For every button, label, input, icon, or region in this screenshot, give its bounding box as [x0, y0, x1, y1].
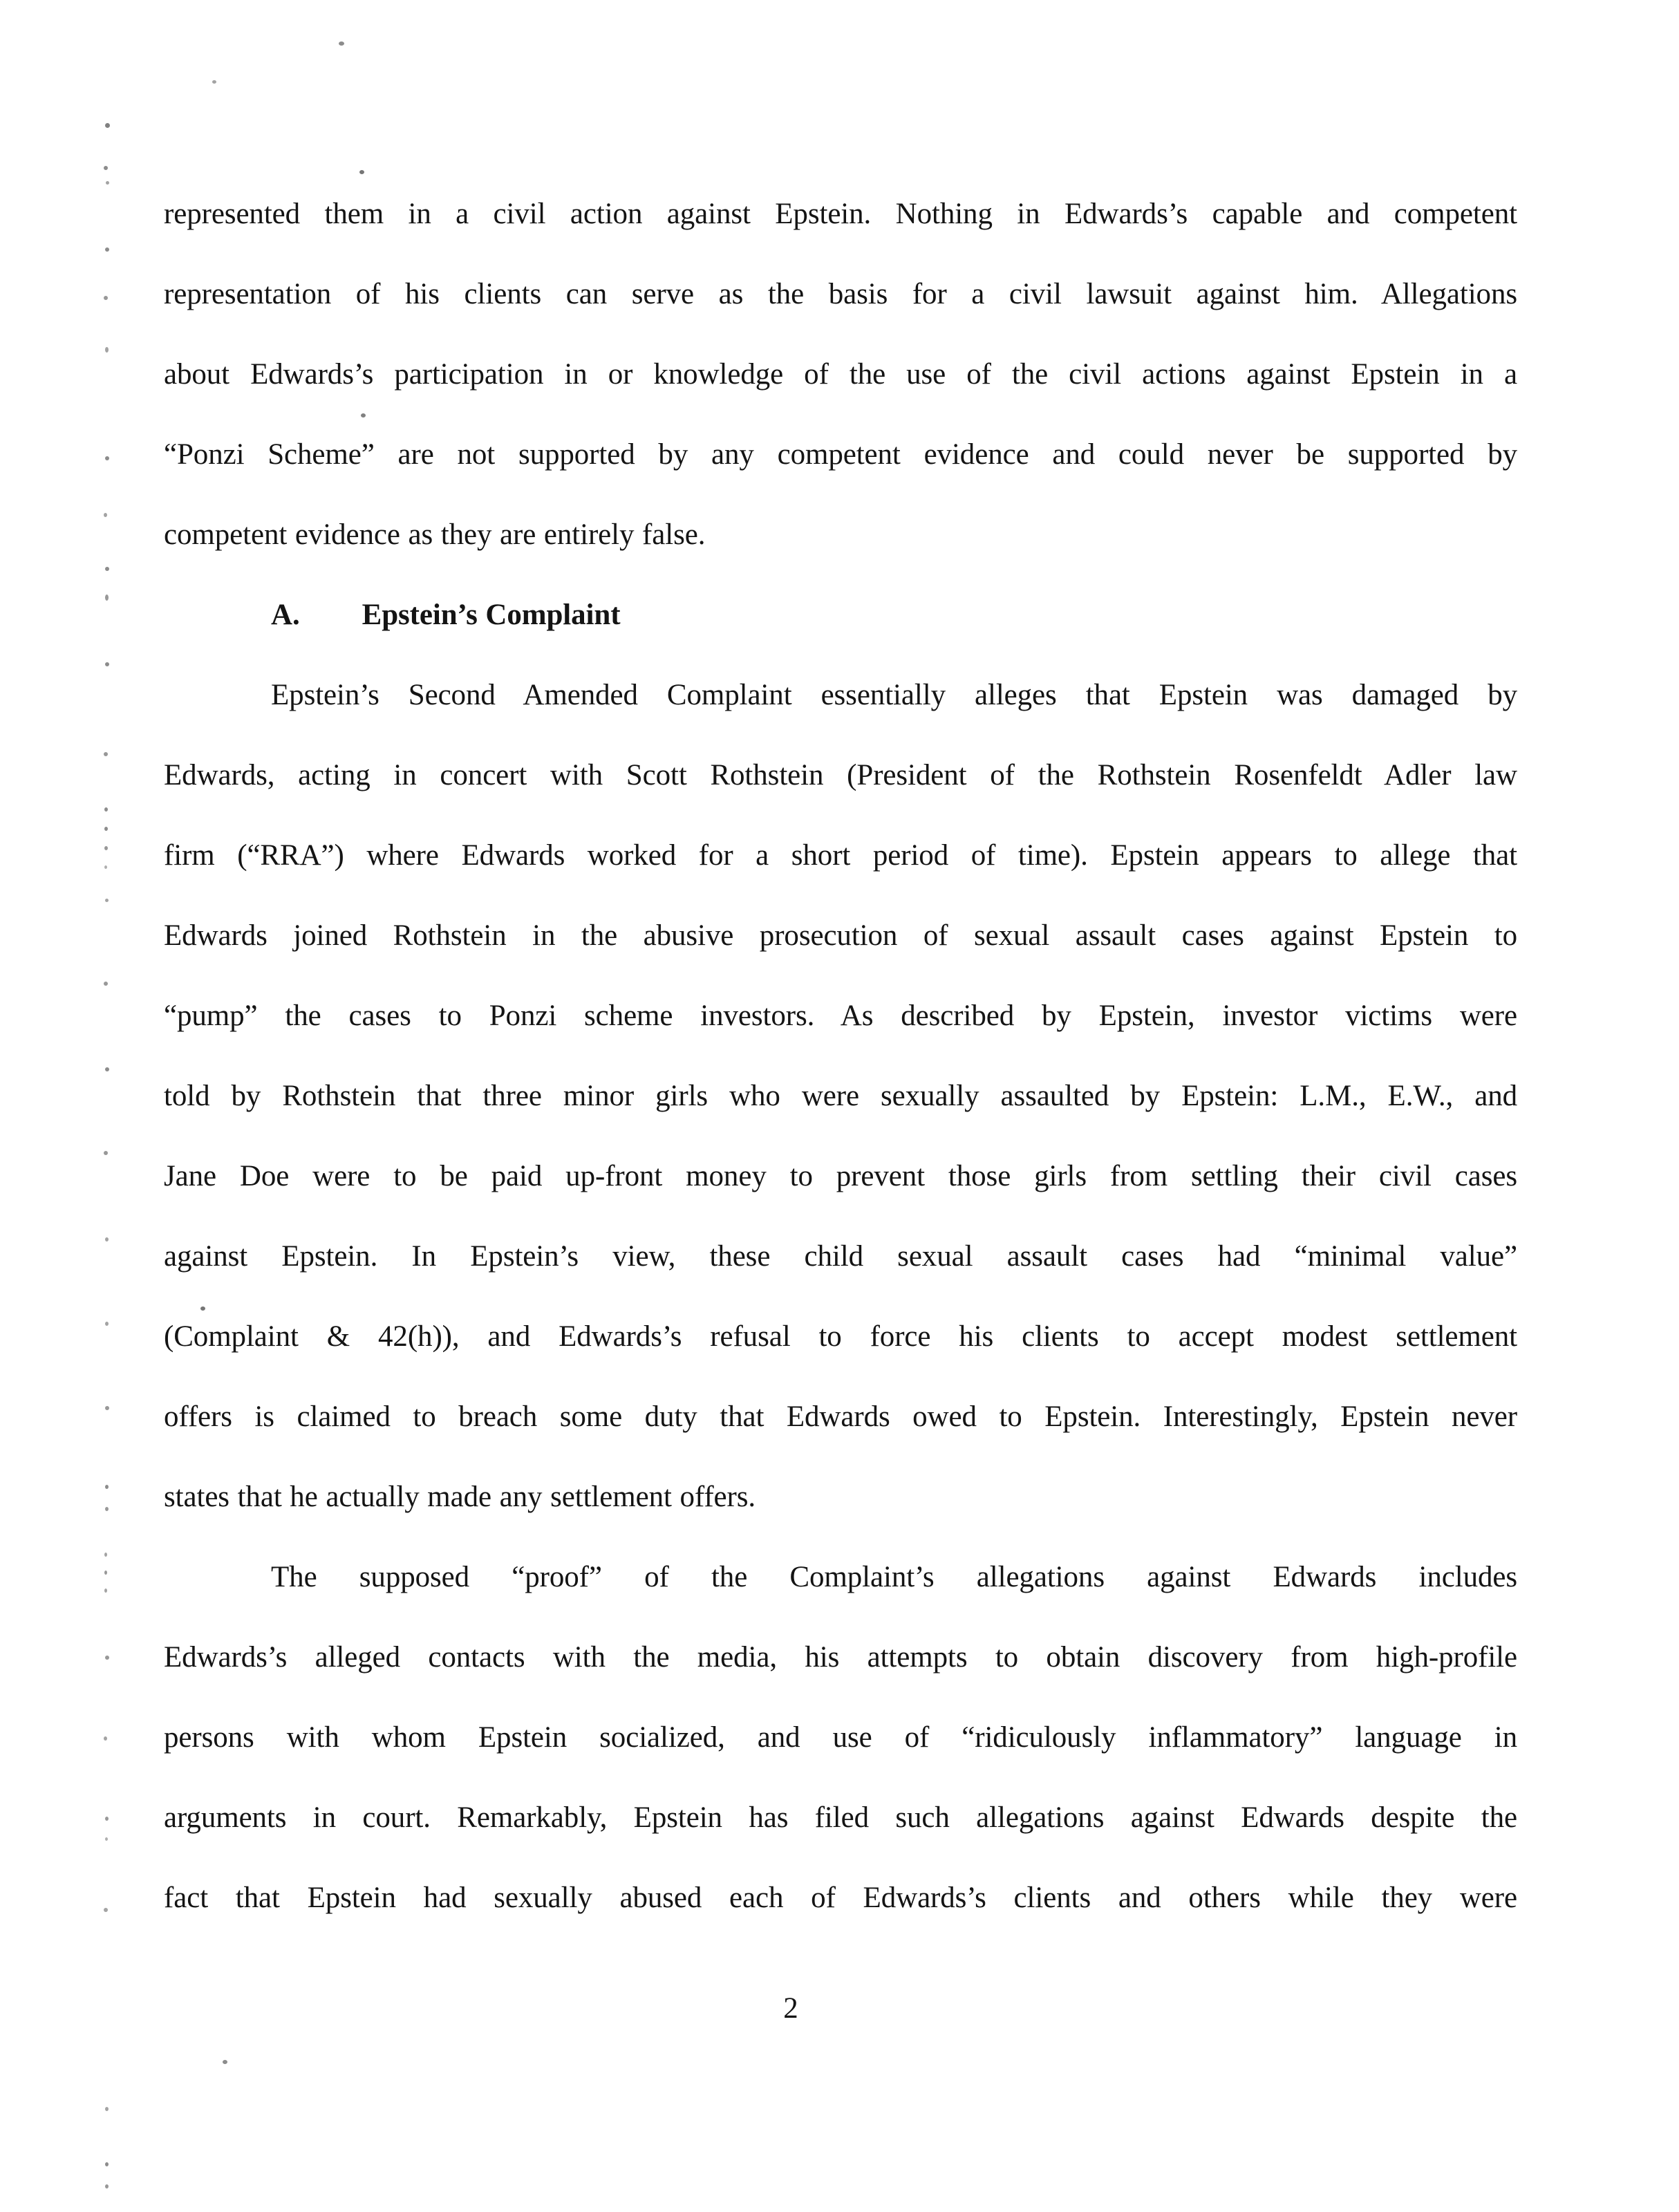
section-label: A.: [271, 599, 300, 631]
scan-noise-dot: [104, 1151, 108, 1155]
body-line: about Edwards’s participation in or knowledge of the use of the civil actions against Epstein in a: [164, 358, 1517, 391]
scan-noise-dot: [104, 752, 108, 756]
scan-noise-dot: [105, 567, 109, 571]
scan-noise-dot: [104, 166, 108, 170]
scan-noise-dot: [105, 1485, 109, 1489]
body-line: represented them in a civil action against Epstein. Nothing in Edwards’s capable and competent: [164, 198, 1517, 230]
scan-noise-dot: [104, 982, 108, 986]
scan-noise-dot: [104, 296, 108, 300]
scan-noise-dot: [105, 247, 109, 252]
body-line: Edwards, acting in concert with Scott Rothstein (President of the Rothstein Rosenfeldt Adler law: [164, 759, 1517, 791]
scan-noise-dot: [104, 1571, 107, 1575]
scan-noise-dot: [104, 827, 108, 831]
scan-noise-dot: [361, 413, 366, 418]
scan-noise-dot: [106, 181, 109, 185]
body-line: firm (“RRA”) where Edwards worked for a short period of time). Epstein appears to allege that: [164, 839, 1517, 872]
body-line: competent evidence as they are entirely false.: [164, 518, 706, 551]
body-line: against Epstein. In Epstein’s view, these child sexual assault cases had “minimal value”: [164, 1240, 1517, 1273]
body-line: Edwards joined Rothstein in the abusive prosecution of sexual assault cases against Epstein to: [164, 919, 1517, 952]
scan-noise-dot: [105, 2162, 109, 2166]
body-line: “Ponzi Scheme” are not supported by any competent evidence and could never be supported by: [164, 438, 1517, 471]
document-body: [164, 174, 1517, 1938]
scan-noise-dot: [104, 807, 108, 812]
scan-noise-dot: [105, 899, 109, 902]
page-number: 2: [783, 1992, 798, 2025]
body-line: told by Rothstein that three minor girls who were sexually assaulted by Epstein: L.M., E.W., and: [164, 1080, 1517, 1112]
body-line: (Complaint & 42(h)), and Edwards’s refusal to force his clients to accept modest settlement: [164, 1320, 1517, 1353]
section-heading: [164, 575, 1517, 655]
body-line: offers is claimed to breach some duty that Edwards owed to Epstein. Interestingly, Epstein never: [164, 1400, 1517, 1433]
scan-noise-dot: [104, 1553, 107, 1557]
scan-noise-dot: [200, 1306, 205, 1311]
body-line: The supposed “proof” of the Complaint’s allegations against Edwards includes: [271, 1561, 1517, 1593]
scan-noise-dot: [223, 2060, 227, 2064]
scan-noise-dot: [105, 456, 109, 460]
scan-noise-dot: [105, 1237, 109, 1241]
body-line: Edwards’s alleged contacts with the media, his attempts to obtain discovery from high-profile: [164, 1641, 1517, 1674]
scan-noise-dot: [104, 513, 107, 517]
scan-noise-dot: [105, 2107, 109, 2111]
scan-noise-dot: [105, 1656, 109, 1660]
scan-noise-dot: [212, 80, 216, 84]
scan-noise-dot: [339, 41, 344, 46]
body-line: fact that Epstein had sexually abused each of Edwards’s clients and others while they were: [164, 1882, 1517, 1914]
body-line: arguments in court. Remarkably, Epstein has filed such allegations against Edwards despite the: [164, 1801, 1517, 1834]
scan-noise-dot: [105, 2184, 109, 2188]
body-line: persons with whom Epstein socialized, and use of “ridiculously inflammatory” language in: [164, 1721, 1517, 1754]
scan-noise-dot: [105, 347, 109, 353]
scan-noise-dot: [105, 1322, 109, 1326]
scan-noise-dot: [104, 1588, 107, 1593]
scan-noise-dot: [104, 846, 108, 850]
body-line: “pump” the cases to Ponzi scheme investors. As described by Epstein, investor victims were: [164, 1000, 1517, 1032]
scan-noise-dot: [105, 123, 110, 128]
scan-noise-dot: [105, 1406, 109, 1410]
body-line: Jane Doe were to be paid up-front money to prevent those girls from settling their civil cases: [164, 1160, 1517, 1192]
scan-noise-dot: [105, 1067, 109, 1071]
scan-noise-dot: [104, 1736, 107, 1741]
section-title: Epstein’s Complaint: [362, 599, 621, 631]
body-line: representation of his clients can serve as the basis for a civil lawsuit against him. Allegations: [164, 278, 1517, 310]
scan-noise-dot: [105, 662, 109, 666]
body-line: Epstein’s Second Amended Complaint essentially alleges that Epstein was damaged by: [271, 679, 1517, 711]
body-line: states that he actually made any settlement offers.: [164, 1481, 756, 1513]
scan-noise-dot: [105, 1837, 108, 1841]
scan-noise-dot: [105, 594, 109, 601]
scan-noise-dot: [105, 1817, 109, 1821]
scan-noise-dot: [104, 865, 107, 869]
scan-noise-dot: [104, 1908, 108, 1912]
scan-noise-dot: [359, 170, 364, 174]
scan-noise-dot: [105, 1507, 109, 1511]
